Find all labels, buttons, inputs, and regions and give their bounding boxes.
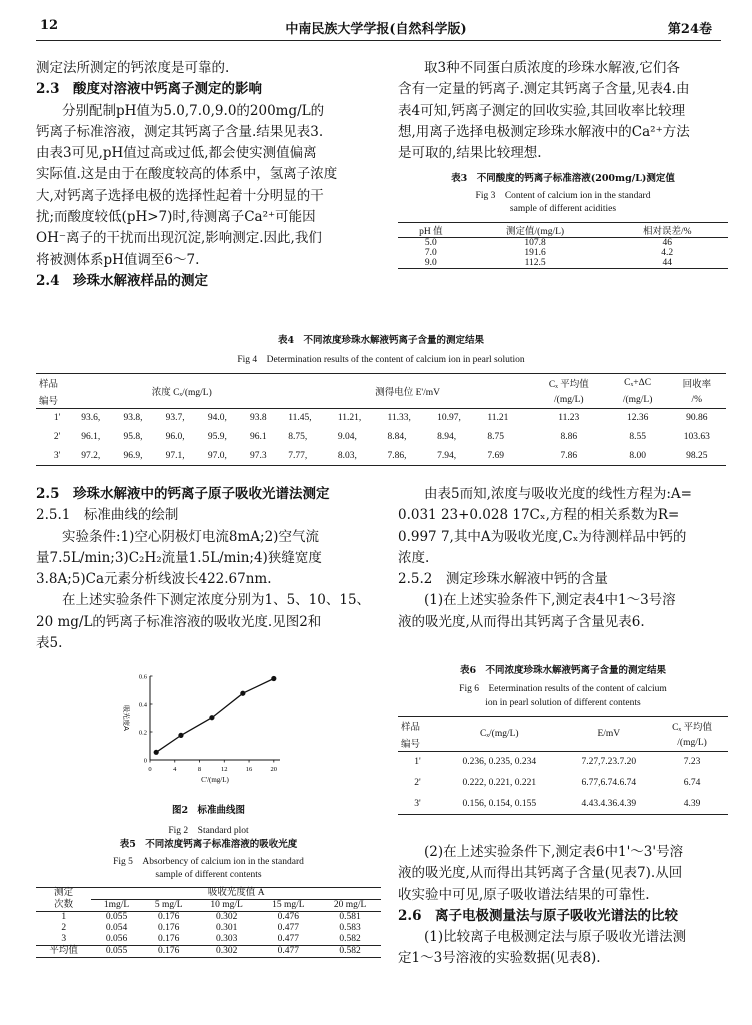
table-cell: 0.476: [277, 912, 300, 922]
right-bottom-text: [398, 484, 728, 633]
text-line: 20 mg/L的钙离子标准溶液的吸收光度.见图2和: [36, 613, 322, 630]
text-line: 3.8A;5)Ca元素分析线波长422.67nm.: [36, 571, 272, 588]
section-2-3-heading: 2.3 酸度对溶液中钙离子测定的影响: [36, 81, 262, 98]
text-line: 将被测体系pH值调至6～7.: [36, 251, 200, 268]
table-cell: 2: [61, 923, 67, 933]
table-cell: 0.477: [277, 923, 300, 933]
table-cell: 0.583: [339, 923, 361, 933]
text-line: 在上述实验条件下测定浓度分别为1、5、10、15、: [62, 592, 371, 609]
section-2-5-1-heading: 2.5.1 标准曲线的绘制: [36, 507, 179, 524]
table-cell: 0.176: [158, 923, 180, 933]
table-cell: 93.7,: [165, 413, 185, 424]
text-line: 实验条件:1)空心阴极灯电流8mA;2)空气流: [62, 528, 319, 545]
table-cell: 0.477: [277, 934, 300, 944]
table-cell: 0.582: [339, 934, 361, 944]
table-header: 样品: [39, 379, 59, 390]
y-tick-label: 0.4: [138, 701, 147, 709]
text-line: 扰;而酸度较低(pH>7)时,待测离子Ca²⁺可能因: [36, 209, 316, 226]
table-cell: 4.2: [661, 248, 674, 258]
right-end-text: [398, 842, 728, 970]
table-4-caption-en: Fig 4 Determination results of the content of calcium ion in pearl solution: [237, 355, 525, 365]
table-6: [398, 662, 728, 815]
table-cell: 0.222, 0.221, 0.221: [462, 778, 537, 788]
table-header: 测定: [54, 888, 74, 899]
table-header: 吸收光度值 A: [91, 888, 381, 900]
table-header: Cₓ 平均值: [548, 379, 589, 390]
text-line: 收实验中可见,原子吸收谱法结果的可靠性.: [398, 886, 650, 903]
text-line: (1)比较离子电极测定法与原子吸收光谱法测: [424, 929, 687, 946]
standard-curve-chart: [110, 668, 290, 793]
table-cell: 0.582: [339, 946, 361, 956]
figure-2-caption: 图2 标准曲线图: [171, 805, 246, 816]
table-cell: 6.77,6.74.6.74: [581, 778, 637, 788]
table-cell: 6.74: [683, 778, 701, 788]
table-row: [36, 912, 381, 924]
y-tick-label: 0.6: [138, 673, 147, 681]
table-cell: 11.33,: [387, 413, 411, 424]
table-cell: 46: [662, 238, 672, 248]
text-line: (1)在上述实验条件下,测定表4中1～3号溶: [424, 592, 676, 609]
table-header: E/mV: [597, 729, 621, 739]
table-3-caption-en: sample of different acidities: [509, 204, 617, 214]
table-cell: 1: [61, 912, 67, 922]
table-header: 15 mg/L: [272, 900, 305, 910]
x-tick-label: 4: [173, 766, 177, 773]
table-header: 次数: [54, 899, 74, 910]
table-header: 回收率: [682, 379, 712, 390]
table-cell: 0.055: [105, 946, 128, 956]
text-line: 想,用离子选择电极测定珍珠水解液中的Ca²⁺方法: [398, 123, 690, 140]
text-line: 测定法所测定的钙浓度是可靠的.: [36, 60, 230, 76]
table-cell: 9.04,: [337, 432, 357, 442]
table-cell: 0.176: [158, 946, 180, 956]
table-cell: 4.39: [683, 798, 701, 809]
table-header: /(mg/L): [677, 737, 707, 748]
table-5-grid: [36, 887, 381, 958]
table-row: [36, 447, 726, 466]
table-header: 5 mg/L: [154, 900, 183, 910]
table-cell: 7.0: [424, 248, 437, 258]
table-cell: 2': [53, 432, 61, 442]
table-cell: 1': [414, 757, 421, 768]
table-cell: 97.0,: [207, 450, 227, 461]
table-cell: 8.75,: [288, 432, 308, 442]
data-point: [154, 750, 159, 755]
text-line: 液的吸光度,从而得出其钙离子含量见表6.: [398, 613, 645, 630]
y-axis-label: 吸光度A: [122, 705, 130, 731]
figure-2-caption-en: Fig 2 Standard plot: [168, 826, 249, 836]
text-line: 定1～3号溶液的实验数据(见表8).: [398, 950, 601, 967]
data-point: [271, 676, 276, 681]
table-3-caption: 表3 不同酸度的钙离子标准溶液(200mg/L)测定值: [451, 173, 675, 184]
table-cell: 96.1,: [81, 432, 101, 442]
table-cell: 94.0,: [207, 413, 227, 424]
table-cell: 97.3: [250, 450, 267, 461]
table-6-caption-en: ion in pearl solution of different contents: [485, 698, 641, 708]
table-row: [36, 428, 726, 447]
text-line: 由表3可见,pH值过高或过低,都会使实测值偏离: [36, 145, 317, 162]
table-header: /(mg/L): [554, 394, 584, 405]
table-cell: 95.9,: [207, 432, 227, 442]
table-cell: 107.8: [524, 238, 546, 248]
table-header: 20 mg/L: [333, 900, 367, 910]
table-cell: 11.45,: [288, 413, 312, 424]
table-cell: 3: [61, 934, 67, 944]
table-cell: 98.25: [686, 450, 708, 461]
table-cell: 90.86: [686, 413, 708, 424]
table-cell: 0.302: [215, 946, 238, 956]
table-cell: 191.6: [524, 248, 546, 258]
table-cell: 8.94,: [437, 432, 457, 442]
table-cell: 7.27,7.23.7.20: [581, 757, 637, 768]
table-cell: 44: [662, 258, 672, 268]
table-row: [398, 794, 728, 815]
table-header: 测得电位 E'/mV: [375, 388, 440, 398]
x-tick-label: 12: [221, 766, 228, 773]
table-5-caption-en: sample of different contents: [155, 870, 262, 880]
page-number: 12: [40, 18, 59, 33]
table-4-grid: [36, 373, 726, 466]
table-cell: 8.03,: [337, 450, 357, 461]
table-cell: 3': [53, 450, 61, 461]
table-cell: 0.581: [339, 912, 361, 922]
table-header: Cₓ 平均值: [672, 722, 713, 733]
text-line: 取3种不同蛋白质浓度的珍珠水解液,它们各: [424, 60, 680, 76]
text-line: 量7.5L/min;3)C₂H₂流量1.5L/min;4)狭缝宽度: [36, 549, 322, 566]
table-header: 样品: [401, 722, 421, 733]
data-point: [240, 691, 245, 696]
volume-label: 第24卷: [667, 22, 712, 37]
data-point: [178, 733, 183, 738]
table-cell: 93.6,: [81, 413, 101, 424]
table-header: /%: [691, 394, 703, 405]
table-header: Cₓ/(mg/L): [479, 729, 519, 739]
table-5-caption: 表5 不同浓度钙离子标准溶液的吸收光度: [119, 839, 298, 850]
table-header: 相对误差/%: [642, 227, 692, 237]
table-cell: 11.21: [487, 413, 509, 424]
table-header: /(mg/L): [622, 394, 653, 405]
table-cell: 96.1: [250, 432, 267, 442]
x-tick-label: 20: [270, 766, 278, 773]
table-3-caption-en: Fig 3 Content of calcium ion in the standard: [475, 191, 651, 201]
x-tick-label: 16: [245, 766, 253, 773]
x-axis-label: C'/(mg/L): [201, 776, 229, 784]
text-line: 0.031 23+0.028 17Cₓ,方程的相关系数为R=: [398, 507, 680, 524]
table-header: 测定值/(mg/L): [506, 227, 565, 237]
section-2-6-heading: 2.6 离子电极测量法与原子吸收光谱法的比较: [398, 907, 678, 924]
table-cell: 2': [414, 778, 421, 788]
table-cell: 8.55: [629, 432, 646, 442]
table-cell: 0.176: [158, 912, 180, 922]
table-cell: 8.00: [629, 450, 646, 461]
table-cell: 7.86: [560, 450, 578, 461]
table-cell: 5.0: [424, 238, 437, 248]
table-cell: 95.8,: [123, 432, 143, 442]
table-cell: 7.86,: [387, 450, 407, 461]
table-cell: 7.23: [683, 757, 701, 768]
series-line: [156, 679, 274, 753]
table-cell: 3': [414, 798, 421, 809]
table-4-caption: 表4 不同浓度珍珠水解液钙离子含量的测定结果: [277, 335, 485, 346]
table-cell: 1': [53, 413, 61, 424]
table-4: [36, 332, 726, 466]
header-rule: [36, 40, 721, 41]
data-point: [209, 715, 214, 720]
text-line: 表5.: [36, 635, 63, 652]
table-cell: 7.69: [487, 450, 504, 461]
text-line: 浓度.: [398, 549, 430, 566]
x-tick-label: 0: [148, 766, 152, 773]
right-top-text: [398, 58, 728, 164]
table-row: [398, 773, 728, 794]
table-cell: 96.0,: [165, 432, 185, 442]
chart-axes: [150, 676, 280, 760]
table-header: 浓度 Cₓ/(mg/L): [151, 388, 212, 398]
table-row: [36, 934, 381, 946]
y-tick-label: 0: [143, 757, 147, 765]
text-line: 液的吸光度,从而得出其钙离子含量(见表7).从回: [398, 865, 683, 882]
table-6-caption: 表6 不同浓度珍珠水解液钙离子含量的测定结果: [459, 665, 667, 676]
table-cell: 97.2,: [81, 450, 101, 461]
table-cell: 97.1,: [165, 450, 185, 461]
table-cell: 0.301: [215, 923, 238, 933]
table-3-grid: [398, 222, 728, 269]
table-header: pH 值: [419, 227, 443, 237]
table-6-caption-en: Fig 6 Eetermination results of the content of calcium: [459, 684, 667, 694]
table-5: [36, 836, 381, 958]
table-cell: 0.156, 0.154, 0.155: [462, 798, 537, 809]
section-2-4-heading: 2.4 珍珠水解液样品的测定: [36, 272, 208, 289]
text-line: 钙离子标准溶液，测定其钙离子含量.结果见表3.: [36, 123, 324, 140]
table-cell: 96.9,: [123, 450, 143, 461]
text-line: 表4可知,钙离子测定的回收实验,其回收率比较理: [398, 102, 686, 119]
table-cell: 0.303: [215, 934, 238, 944]
table-cell: 0.302: [215, 912, 238, 922]
table-header: 1mg/L: [103, 900, 130, 910]
table-row: [398, 238, 728, 249]
section-2-5-heading: 2.5 珍珠水解液中的钙离子原子吸收光谱法测定: [36, 486, 330, 502]
table-header: 编号: [39, 396, 59, 407]
table-cell: 10.97,: [437, 413, 461, 424]
table-cell: 7.77,: [288, 450, 308, 461]
table-cell: 0.055: [105, 912, 128, 922]
y-tick-label: 0.2: [138, 729, 147, 737]
text-line: 0.997 7,其中A为吸收光度,Cₓ为待测样品中钙的: [398, 528, 687, 545]
journal-title: 中南民族大学学报(自然科学版): [285, 22, 467, 37]
table-cell: 11.21,: [337, 413, 362, 424]
table-cell: 93.8,: [123, 413, 143, 424]
table-cell: 11.23: [558, 413, 580, 424]
table-cell: 112.5: [524, 258, 546, 268]
table-header: Cₓ+ΔC: [624, 377, 652, 388]
table-cell: 0.176: [158, 934, 180, 944]
table-cell: 9.0: [424, 258, 437, 268]
text-line: 实际值.这是由于在酸度较高的体系中，氢离子浓度: [36, 166, 338, 183]
text-line: (2)在上述实验条件下,测定表6中1'～3'号溶: [424, 844, 684, 860]
table-header: 10 mg/L: [210, 900, 243, 910]
table-header: 编号: [401, 739, 421, 750]
table-cell: 8.75: [487, 432, 504, 442]
text-line: 分别配制pH值为5.0,7.0,9.0的200mg/L的: [62, 102, 325, 119]
table-cell: 8.84,: [387, 432, 407, 442]
table-cell: 12.36: [626, 413, 649, 424]
text-line: OH⁻离子的干扰而出现沉淀,影响测定.因此,我们: [36, 230, 322, 247]
table-row: [398, 248, 728, 258]
table-cell: 0.236, 0.235, 0.234: [462, 757, 537, 768]
table-row: [36, 923, 381, 934]
table-cell: 0.477: [277, 946, 300, 956]
text-line: 大,对钙离子选择电极的选择性起着十分明显的干: [36, 187, 324, 204]
left-bottom-text: [36, 484, 381, 654]
table-6-grid: [398, 716, 728, 815]
table-cell: 平均值: [49, 946, 78, 956]
text-line: 含有一定量的钙离子.测定其钙离子含量,见表4.由: [398, 81, 690, 98]
left-top-text: [36, 58, 376, 292]
table-cell: 4.43.4.36.4.39: [581, 798, 637, 809]
text-line: 是可取的,结果比较理想.: [398, 145, 542, 162]
x-tick-label: 8: [197, 766, 202, 773]
text-line: 由表5而知,浓度与吸收光度的线性方程为:A=: [424, 486, 692, 502]
table-3: [398, 170, 728, 269]
table-row: [36, 409, 726, 428]
table-cell: 103.63: [683, 432, 710, 442]
table-row: [36, 946, 381, 958]
table-5-caption-en: Fig 5 Absorbency of calcium ion in the standard: [113, 857, 304, 867]
table-row: [398, 258, 728, 269]
table-cell: 93.8: [250, 413, 267, 424]
table-cell: 8.86: [560, 432, 578, 442]
table-cell: 0.054: [105, 923, 128, 933]
section-2-5-2-heading: 2.5.2 测定珍珠水解液中钙的含量: [398, 571, 608, 588]
figure-2-caption-block: [36, 802, 381, 836]
table-cell: 7.94,: [437, 450, 457, 461]
table-cell: 0.056: [105, 934, 128, 944]
table-row: [398, 752, 728, 773]
